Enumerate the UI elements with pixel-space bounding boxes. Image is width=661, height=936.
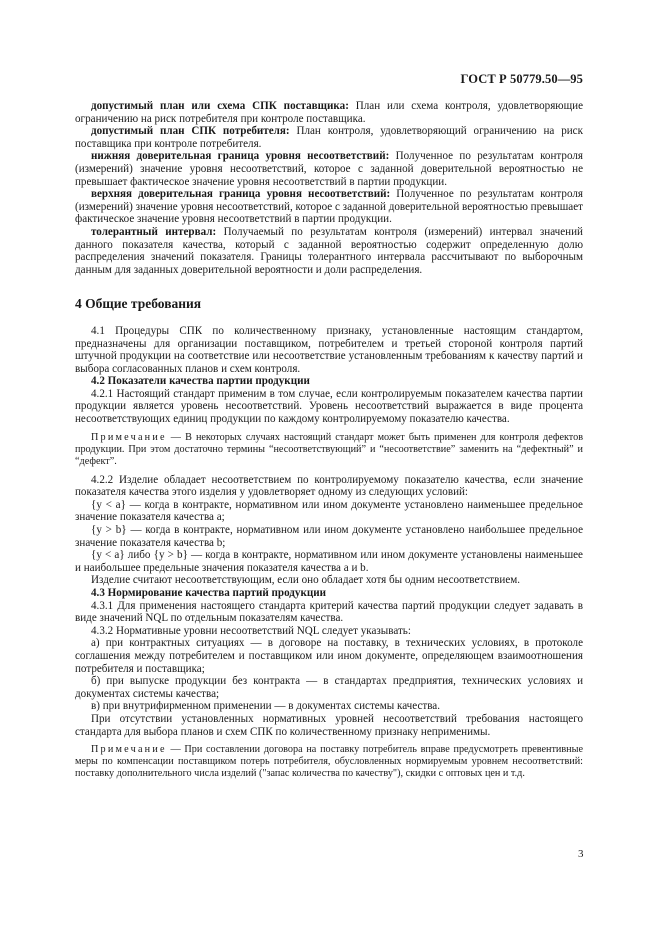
note-text: — В некоторых случаях настоящий стандарт может быть применен для контроля дефектов продукции. При этом достаточно термины “несоответствующий” и “несоответствие” заменить на “дефектный” и “дефект”. [75,431,583,467]
definition-text: Получаемый по результатам контроля (измерений) интервал значений данного показателя качества, который с заданной вероятностью содержит определенную долю распределения значений показателя. Границы толерантного интервала рассчитывают по выборочным данным для заданных доверительной вероятности и доли распределения. [75,225,583,276]
definition-text: Полученное по результатам контроля (измерений) значение уровня несоответствий, которое с заданной доверительной вероятностью превышает фактическое значение уровня несоответствий в партии продукции. [75,188,583,226]
note-label: Примечание [91,744,167,756]
definition-text: План контроля, удовлетворяющий ограничению на риск поставщика при контроле потребителя. [75,125,583,150]
note-text: — При составлении договора на поставку потребитель вправе предусмотреть превентивные меры по компенсации поставщиком потерь потребителя, обусловленных нормируемым уровнем несоответствий: поставку дополнительного числа изделий ("запас количества по качеству"), скидки с оптовых цен и т.д. [75,744,583,780]
definition-term: толерантный интервал: [91,225,217,238]
paragraph-nonconforming: Изделие считают несоответствующим, если оно обладает хотя бы одним несоответствием. [91,574,521,587]
document-header: ГОСТ Р 50779.50—95 [460,72,583,86]
list-item-a: а) при контрактных ситуациях — в договоре на поставку, в технических условиях, в протоколе соглашения между потребителем и поставщиком или ином документе, определяющем взаимоотношения потребителя и поставщика; [75,637,583,675]
condition-3: {y < a} либо {y > b} — когда в контракте, нормативном или ином документе установлены наименьшее и наибольшее предельные значения показателя качества a и b. [75,549,583,574]
page-number: 3 [578,848,584,860]
definition [75,150,583,188]
paragraph-4-2-2: 4.2.2 Изделие обладает несоответствием по контролируемому показателю качества, если значение показателя качества этого изделия y удовлетворяет одному из следующих условий: [75,473,583,499]
heading-4-3: 4.3 Нормирование качества партий продукции [91,587,327,599]
definition-text: Полученное по результатам контроля (измерений) значение уровня несоответствий, которое с заданной доверительной вероятностью не превышает фактическое значение уровня несоответствий в партии продукции. [75,150,583,188]
list-item-c: в) при внутрифирменном применении — в документах системы качества. [91,700,441,713]
definition [75,226,583,276]
document-body [75,100,583,786]
condition-2: {y > b} — когда в контракте, нормативном или ином документе установлено наибольшее предельное значение показателя качества b; [75,524,583,549]
paragraph-4-3-1: 4.3.1 Для применения настоящего стандарта критерий качества партий продукции следует задавать в виде значений NQL по отдельным показателям качества. [75,599,583,625]
definition-term: допустимый план или схема СПК поставщика: [91,100,349,112]
definition [75,125,583,150]
note-1 [75,432,583,468]
definition-term: допустимый план СПК потребителя: [91,125,290,138]
paragraph-4-1: 4.1 Процедуры СПК по количественному признаку, установленные настоящим стандартом, предназначены для организации поставщиком, потребителем и третьей стороной контроля партий штучной продукции на соответствие или несоответствие установленным требованиям к качеству партий и выбора согласованных планов и схем контроля. [75,324,583,375]
note-2 [75,744,583,780]
paragraph-absence: При отсутствии установленных нормативных уровней несоответствий требования настоящего стандарта для выбора планов и схем СПК по количественному признаку неприменимы. [75,712,583,738]
paragraph-4-3-2: 4.3.2 Нормативные уровни несоответствий NQL следует указывать: [91,624,411,637]
condition-1: {y < a} — когда в контракте, нормативном или ином документе установлено наименьшее предельное значение показателя качества a; [75,498,583,524]
definition [75,188,583,226]
paragraph-4-2-1: 4.2.1 Настоящий стандарт применим в том случае, если контролируемым показателем качества партии продукции является уровень несоответствий. Уровень несоответствий выражается в виде процента несоответствующих единиц продукции по каждому контролируемому показателю качества. [75,387,583,426]
heading-4-2: 4.2 Показатели качества партии продукции [91,375,310,388]
section-title: 4 Общие требования [75,296,202,312]
definition [75,100,583,125]
definition-term: нижняя доверительная граница уровня несоответствий: [91,150,390,163]
note-label: Примечание [91,431,167,443]
list-item-b: б) при выпуске продукции без контракта — в стандартах предприятия, технических условиях и документах системы качества; [75,675,583,700]
definition-term: верхняя доверительная граница уровня несоответствий: [91,188,391,201]
definition-text: План или схема контроля, удовлетворяющие ограничению на риск потребителя при контроле поставщика. [75,100,583,125]
